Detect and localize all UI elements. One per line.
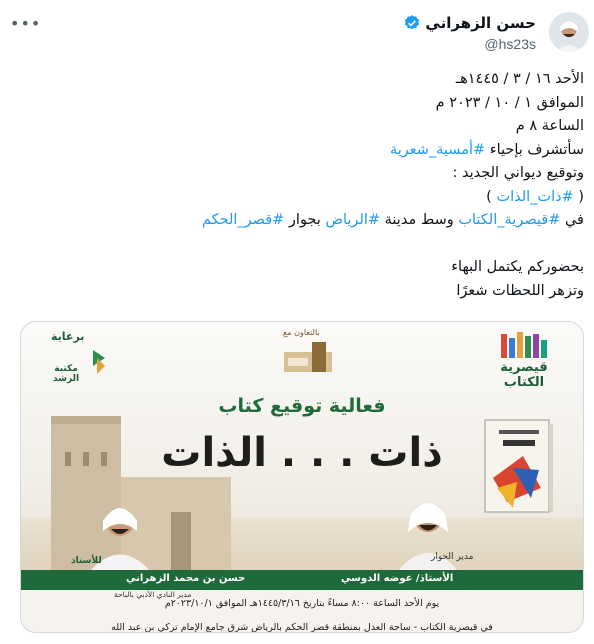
tweet-line: سأتشرف بإحياء #أمسية_شعرية bbox=[389, 141, 584, 158]
author-caption: للأستاذ bbox=[71, 556, 102, 566]
more-dots-icon[interactable]: ••• bbox=[10, 14, 42, 33]
names-bar bbox=[21, 570, 583, 590]
author-name-label: حسن بن محمد الزهراني bbox=[126, 573, 246, 584]
tweet-line: الأحد ١٦ / ٣ / ١٤٤٥هـ bbox=[455, 71, 584, 87]
collab-logo-icon bbox=[276, 338, 340, 378]
book-cover-image bbox=[483, 418, 553, 514]
event-location-line: في قيصرية الكتاب - ساحة العدل بمنطقة قصر الحكم بالرياض شرق جامع الإمام تركي بن عبد الله bbox=[111, 622, 493, 633]
tweet-text bbox=[24, 68, 584, 303]
tweet-line: الموافق ١ / ١٠ / ٢٠٢٣ م bbox=[435, 94, 584, 111]
moderator-name-label: الأستاذ/ عوضه الدوسي bbox=[341, 573, 454, 584]
hashtag-link[interactable]: #قيصرية_الكتاب bbox=[458, 212, 561, 228]
author-handle[interactable]: @hs23s bbox=[484, 36, 536, 52]
hashtag-link[interactable]: #أمسية_شعرية bbox=[389, 141, 486, 158]
tweet-line: ( #ذات_الذات ) bbox=[486, 188, 584, 205]
event-title: فعالية توقيع كتاب bbox=[218, 395, 386, 417]
book-title: ذات . . . الذات bbox=[161, 430, 443, 476]
hashtag-link[interactable]: #الرياض bbox=[325, 212, 381, 228]
hashtag-link[interactable]: #قصر_الحكم bbox=[201, 212, 285, 228]
tweet-media-card[interactable] bbox=[20, 321, 584, 633]
collab-label: بالتعاون مع bbox=[283, 328, 320, 337]
author-name-row[interactable] bbox=[403, 14, 536, 32]
store-name: قيصرية الكتاب bbox=[500, 360, 548, 390]
tweet-line: بحضوركم يكتمل البهاء bbox=[451, 259, 584, 275]
author-name[interactable]: حسن الزهراني bbox=[425, 14, 536, 32]
tweet-line: وتزهر اللحظات شعرًا bbox=[456, 282, 584, 299]
moderator-caption: مدير الحوار bbox=[431, 552, 474, 562]
verified-badge-icon bbox=[403, 14, 421, 32]
hashtag-link[interactable]: #ذات_الذات bbox=[496, 188, 574, 205]
tweet-line: في #قيصرية_الكتاب وسط مدينة #الرياض بجوار #قصر_الحكم bbox=[201, 212, 584, 228]
sponsor-name: مكتبة الرشد bbox=[52, 364, 80, 384]
event-date-line: يوم الأحد الساعة ٨:٠٠ مساءً بتاريخ ١٤٤٥/٣/١٦هـ الموافق ٢٠٢٣/١٠/١م bbox=[164, 598, 440, 609]
avatar[interactable] bbox=[549, 12, 589, 52]
tweet-line: وتوقيع ديواني الجديد : bbox=[452, 165, 584, 181]
author-subtitle: مدير النادي الأدبي بالباحة bbox=[114, 590, 192, 599]
tweet-line: الساعة ٨ م bbox=[515, 118, 584, 134]
sponsor-label: برعاية bbox=[51, 330, 85, 343]
